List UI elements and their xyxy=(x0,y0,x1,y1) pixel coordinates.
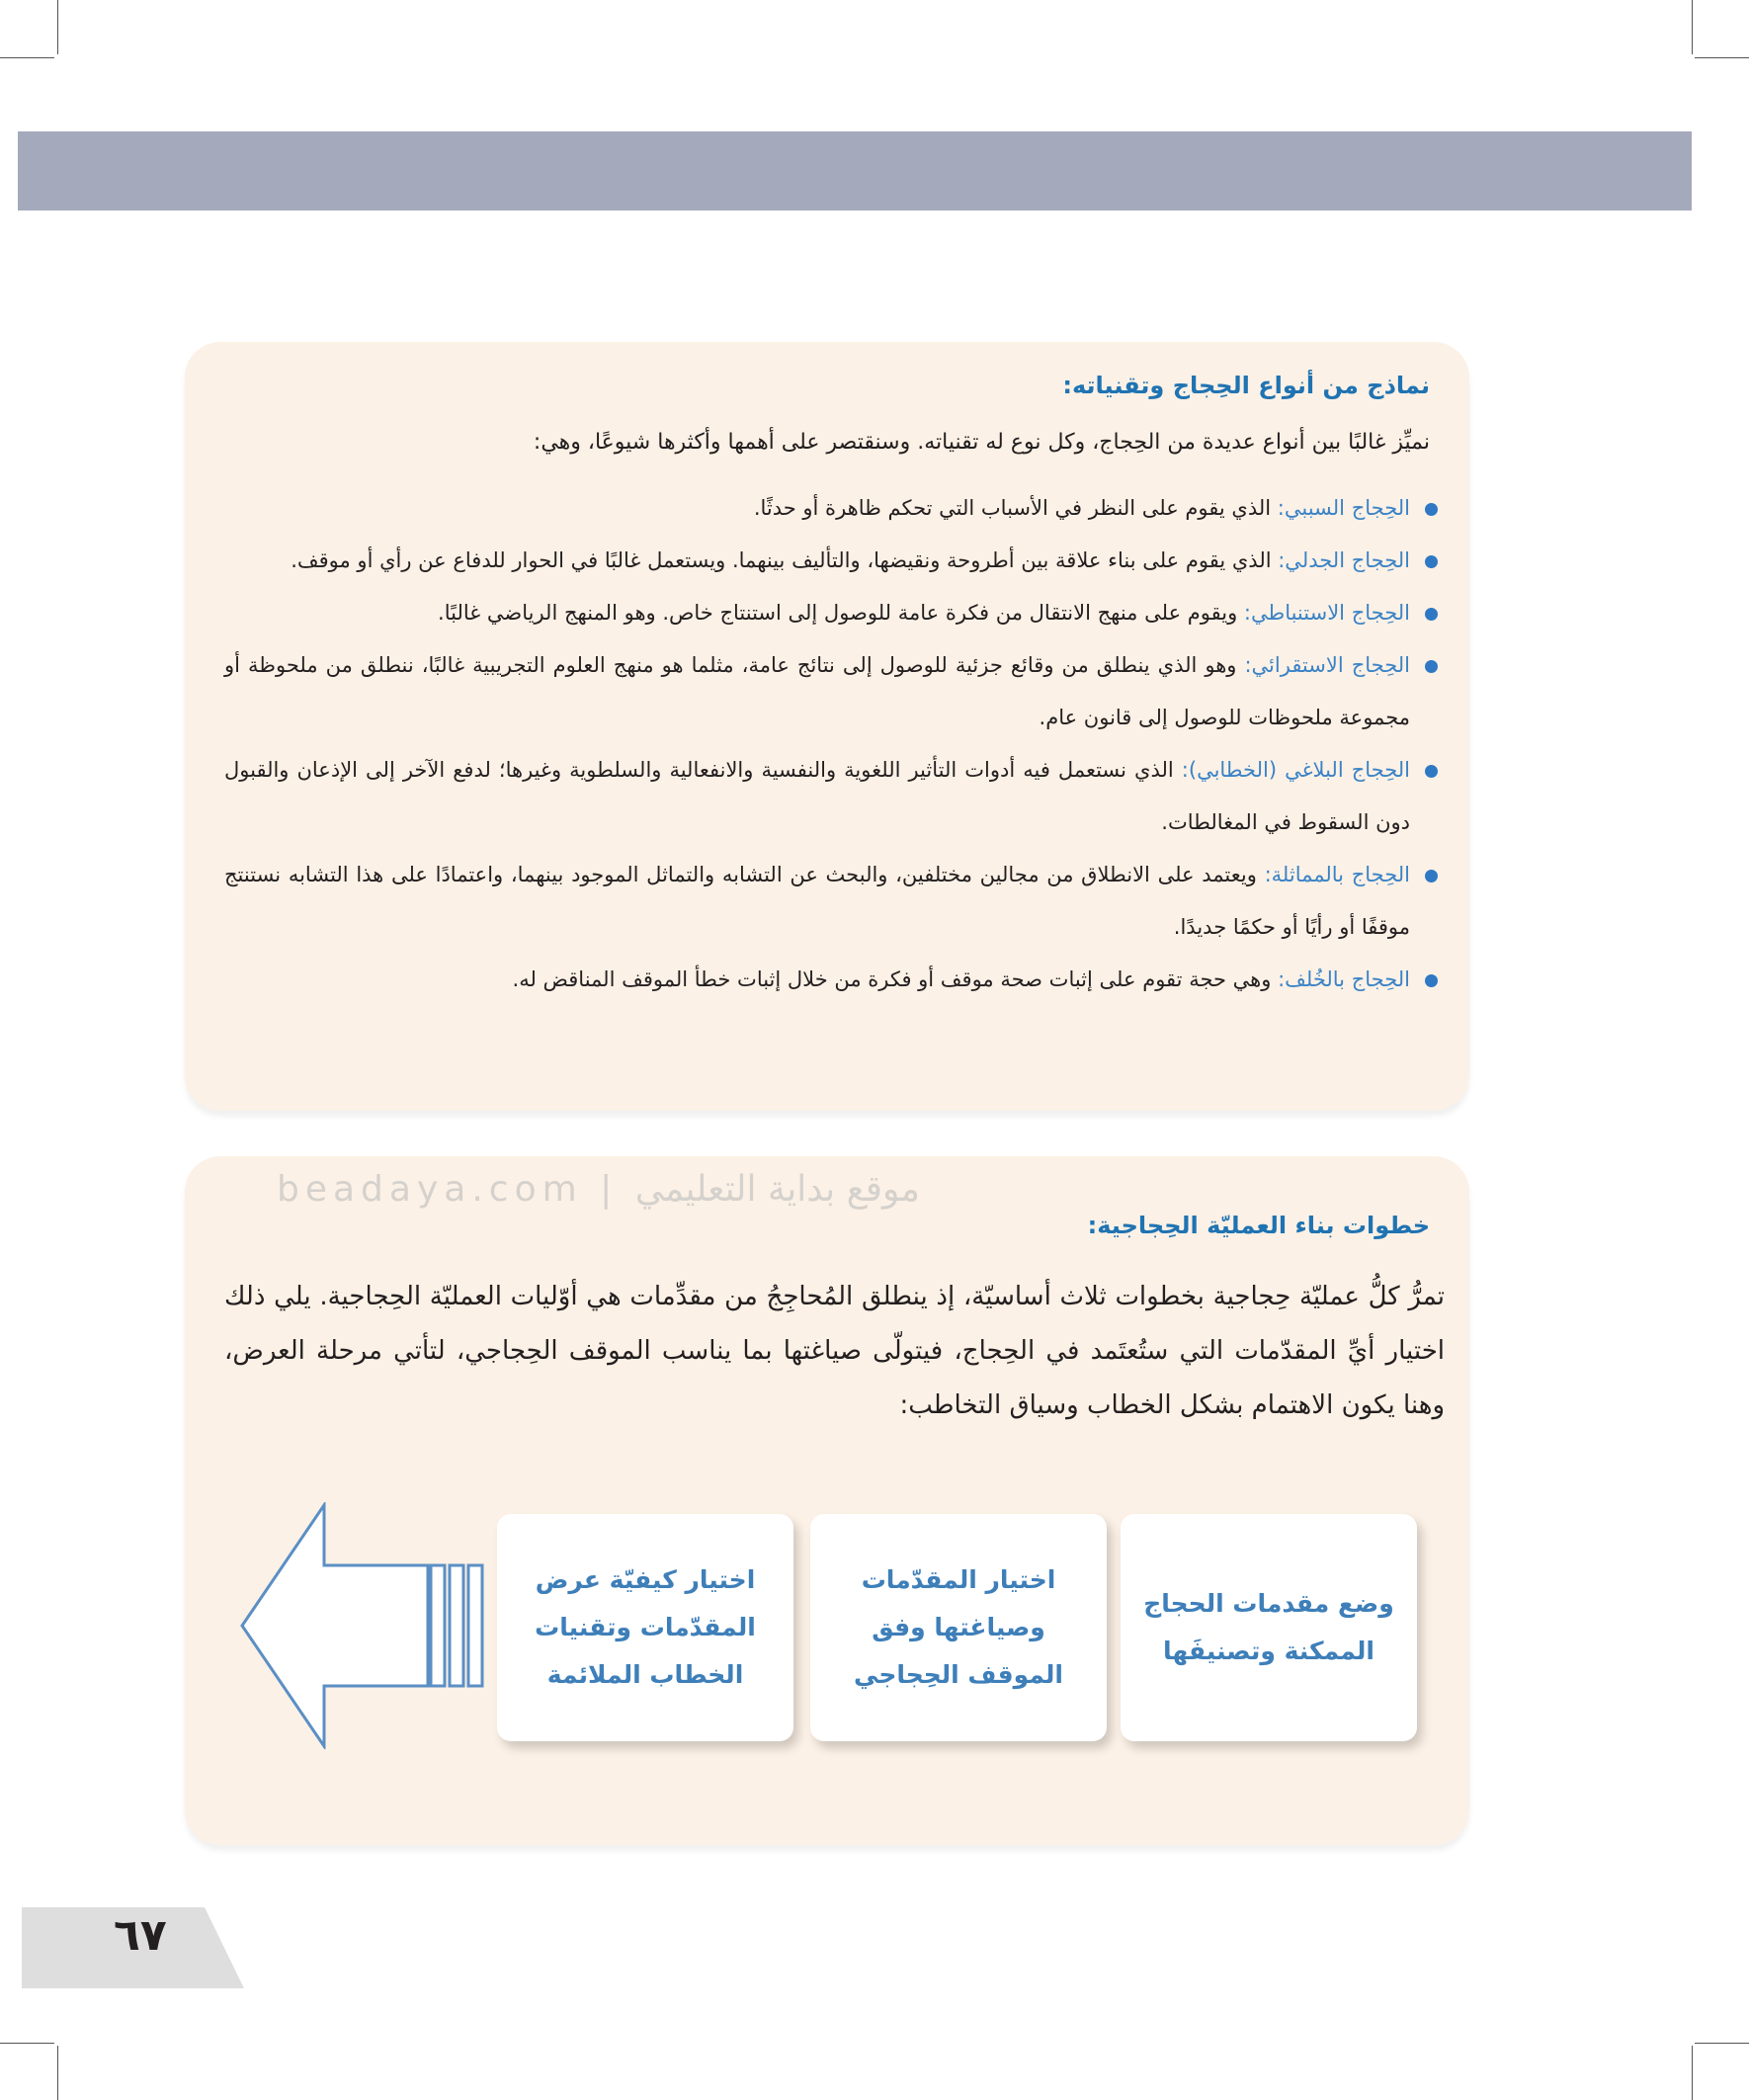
list-item xyxy=(224,482,1442,535)
definition: ويعتمد على الانطلاق من مجالين مختلفين، والبحث عن التشابه والتماثل الموجود بينهما، واعتمادًا على هذا التشابه نستنتج موقفًا أو رأيًا أو حكمًا جديدًا. xyxy=(224,863,1410,939)
definition: الذي نستعمل فيه أدوات التأثير اللغوية والنفسية والانفعالية والسلطوية وغيرها؛ لدفع الآخر إلى الإذعان والقبول دون السقوط في المغالطات. xyxy=(224,758,1410,834)
crop-mark xyxy=(57,0,58,54)
list-item xyxy=(224,587,1442,639)
term: الحِجاج بالخُلف: xyxy=(1278,967,1410,991)
bullet-icon xyxy=(1425,765,1438,778)
term: الحِجاج الاستقرائي: xyxy=(1244,653,1411,677)
argument-types-list xyxy=(224,482,1442,1006)
steps-paragraph: تمرُّ كلُّ عمليّة حِجاجية بخطوات ثلاث أساسيّة، إذ ينطلق المُحاجِجُ من مقدِّمات هي أوّليات العمليّة الحِجاجية. يلي ذلك اختيار أيِّ المقدّمات التي ستُعتَمد في الحِجاج، فيتولّى صياغتها بما يناسب الموقف الحِجاجي، لتأتي مرحلة العرض، وهنا يكون الاهتمام بشكل الخطاب وسياق التخاطب: xyxy=(224,1282,1445,1420)
bullet-icon xyxy=(1425,555,1438,568)
term: الحِجاج السببي: xyxy=(1277,496,1410,520)
crop-mark xyxy=(0,2043,54,2044)
step-box-3: اختيار كيفيّة عرض المقدّمات وتقنيات الخطاب الملائمة xyxy=(497,1514,793,1741)
list-item xyxy=(224,744,1442,849)
definition: وهو الذي ينطلق من وقائع جزئية للوصول إلى نتائج عامة، مثلما هو منهج العلوم التجريبية غالبًا، ننطلق من ملحوظة أو مجموعة ملحوظات للوصول إلى قانون عام. xyxy=(224,653,1410,729)
step-box-1: وضع مقدمات الحجاج الممكنة وتصنيفَها xyxy=(1121,1514,1417,1741)
list-item xyxy=(224,535,1442,587)
watermark-text: beadaya.com | موقع بداية التعليمي xyxy=(277,1169,920,1210)
crop-mark xyxy=(1692,2046,1693,2100)
crop-mark xyxy=(1692,0,1693,54)
bullet-icon xyxy=(1425,974,1438,987)
term: الحِجاج بالمماثلة: xyxy=(1264,863,1411,886)
list-item xyxy=(224,639,1442,744)
crop-mark xyxy=(0,57,54,58)
bullet-icon xyxy=(1425,870,1438,882)
page-number: ٦٧ xyxy=(114,1910,167,1961)
term: الحِجاج الجدلي: xyxy=(1278,548,1410,572)
bullet-icon xyxy=(1425,608,1438,621)
list-item xyxy=(224,849,1442,954)
crop-mark xyxy=(57,2046,58,2100)
step-box-2: اختيار المقدّمات وصياغتها وفق الموقف الحِجاجي xyxy=(810,1514,1107,1741)
bullet-icon xyxy=(1425,503,1438,516)
intro-paragraph: نميِّز غالبًا بين أنواع عديدة من الحِجاج، وكل نوع له تقنياته. وسنقتصر على أهمها وأكثرها شيوعًا، وهي: xyxy=(533,430,1430,455)
term: الحِجاج الاستنباطي: xyxy=(1243,601,1410,625)
crop-mark xyxy=(1695,2043,1749,2044)
definition: وهي حجة تقوم على إثبات صحة موقف أو فكرة من خلال إثبات خطأ الموقف المناقض له. xyxy=(512,967,1279,991)
definition: الذي يقوم على النظر في الأسباب التي تحكم ظاهرة أو حدثًا. xyxy=(753,496,1278,520)
arrow-left-icon xyxy=(240,1502,499,1749)
term: الحِجاج البلاغي (الخطابي): xyxy=(1181,758,1410,782)
section-title: نماذج من أنواع الحِجاج وتقنياته: xyxy=(1062,372,1430,399)
header-band xyxy=(18,131,1692,210)
bullet-icon xyxy=(1425,660,1438,673)
list-item xyxy=(224,954,1442,1006)
section-title: خطوات بناء العمليّة الحِجاجية: xyxy=(1087,1212,1430,1239)
types-of-argumentation-panel xyxy=(185,342,1469,1111)
crop-mark xyxy=(1695,57,1749,58)
definition: ويقوم على منهج الانتقال من فكرة عامة للوصول إلى استنتاج خاص. وهو المنهج الرياضي غالبًا. xyxy=(438,601,1244,625)
definition: الذي يقوم على بناء علاقة بين أطروحة ونقيضها، والتأليف بينهما. ويستعمل غالبًا في الحوار للدفاع عن رأي أو موقف. xyxy=(291,548,1279,572)
